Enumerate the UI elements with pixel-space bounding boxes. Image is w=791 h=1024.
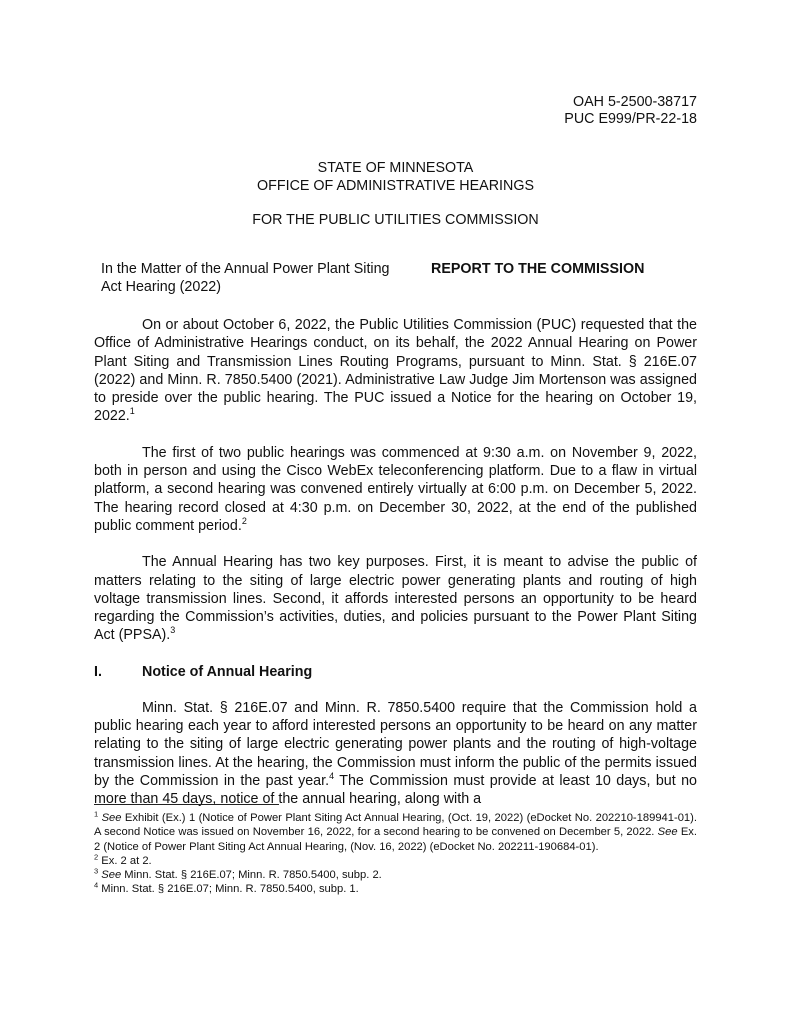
footnote-2 (94, 854, 697, 868)
footnote-1-see: See (101, 812, 122, 824)
paragraph-4-text-b: The Commission must provide at least 10 days, but no more than 45 days, notice of the annual hearing, along with a (94, 772, 698, 808)
footnote-4-number: 4 (94, 880, 99, 890)
paragraph-1-text: On or about October 6, 2022, the Public Utilities Commission (PUC) requested that the Office of Administrative Hearings conduct, on its behalf, the 2022 Annual Hearing on Power Plant Siting and Transmission Lines Routing Programs, pursuant to Minn. Stat. § 216E.07 (2022) and Minn. R. 7850.5400 (2021). Administrative Law Judge Jim Mortenson was assigned to preside over the public hearing. The PUC issued a Notice for the hearing on October 19, 2022. (94, 317, 697, 425)
footnote-2-number: 2 (94, 852, 99, 862)
footnote-1-text-a: Exhibit (Ex.) 1 (Notice of Power Plant Siting Act Annual Hearing, (Oct. 19, 2022) (eDocket No. 202210-189941-01). A second Notice was issued on November 16, 2022, for a second hearing to be convened on December 5, 2022. (94, 812, 697, 839)
paragraph-1 (94, 316, 697, 426)
footnote-ref-1: 1 (129, 406, 135, 417)
report-title: REPORT TO THE COMMISSION (431, 261, 645, 277)
footnotes (94, 811, 697, 897)
paragraph-3-text: The Annual Hearing has two key purposes. First, it is meant to advise the public of matters relating to the siting of large electric power generating plants and routing of high voltage transmission lines. Second, it affords interested persons an opportunity to be heard regarding the Commission’s activities, duties, and policies pursuant to the Power Plant Siting Act (PPSA). (94, 554, 697, 644)
puc-docket-number: PUC E999/PR-22-18 (564, 111, 697, 127)
footnote-1-see-2: See (657, 826, 678, 839)
commission-line: FOR THE PUBLIC UTILITIES COMMISSION (252, 212, 539, 228)
office-name: OFFICE OF ADMINISTRATIVE HEARINGS (257, 177, 534, 194)
footnote-4-text: Minn. Stat. § 216E.07; Minn. R. 7850.5400, subp. 1. (98, 883, 359, 896)
footnote-ref-4: 4 (329, 771, 335, 782)
paragraph-2 (94, 444, 697, 535)
footnote-1-text-b: Ex. 2 (Notice of Power Plant Siting Act Annual Hearing, (Nov. 16, 2022) (eDocket No. 202211-190684-01). (94, 826, 697, 853)
state-name: STATE OF MINNESOTA (317, 160, 474, 176)
footnote-1-number: 1 (94, 809, 99, 819)
footnote-ref-2: 2 (241, 516, 247, 527)
document-body (94, 316, 697, 827)
footnote-ref-3: 3 (170, 625, 176, 636)
paragraph-4 (94, 699, 697, 809)
case-caption (101, 260, 701, 300)
section-number: I. (94, 663, 102, 680)
oah-docket-number: OAH 5-2500-38717 (573, 94, 697, 110)
footnote-3 (94, 868, 697, 882)
footnote-3-text: Minn. Stat. § 216E.07; Minn. R. 7850.5400, subp. 2. (121, 869, 382, 882)
footnote-3-number: 3 (94, 866, 99, 876)
section-heading (94, 663, 697, 681)
footnote-2-text: Ex. 2 at 2. (98, 854, 152, 867)
footnote-1 (94, 811, 697, 854)
paragraph-4-text-a: Minn. Stat. § 216E.07 and Minn. R. 7850.5400 require that the Commission hold a public hearing each year to afford interested persons an opportunity to be heard on any matter relating to the siting of large electric generating power plants and the routing of high-voltage transmission lines. At the hearing, the Commission must inform the public of the permits issued by the Commission in the past year. (94, 699, 697, 789)
paragraph-3 (94, 553, 697, 644)
section-title: Notice of Annual Hearing (142, 663, 313, 680)
footnote-divider (94, 804, 279, 805)
footnote-4 (94, 882, 697, 896)
paragraph-2-text: The first of two public hearings was commenced at 9:30 a.m. on November 9, 2022, both in person and using the Cisco WebEx teleconferencing platform. Due to a flaw in virtual platform, a second hearing was convened entirely virtually at 6:00 p.m. on December 5, 2022. The hearing record closed at 4:30 p.m. on December 30, 2022, at the end of the published public comment period. (94, 444, 697, 534)
footnote-3-see: See (101, 869, 122, 882)
matter-title: In the Matter of the Annual Power Plant Siting Act Hearing (2022) (101, 261, 390, 295)
agency-header (0, 160, 791, 230)
docket-numbers (564, 94, 697, 128)
